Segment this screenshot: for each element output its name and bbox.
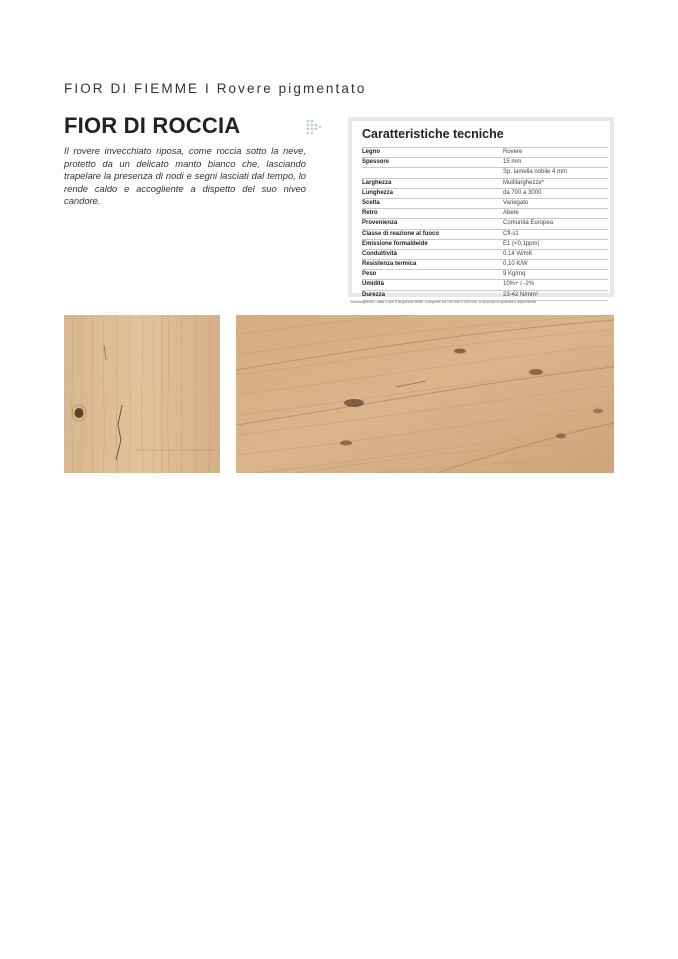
- specs-title: Caratteristiche tecniche: [362, 127, 504, 141]
- spec-value: Cfl-s1: [503, 230, 519, 237]
- spec-label: Classe di reazione al fuoco: [362, 230, 440, 237]
- spec-value: Multilarghezze*: [503, 179, 545, 186]
- product-title: FIOR DI ROCCIA: [64, 113, 241, 138]
- specs-table: [362, 147, 608, 301]
- spec-label: Spessore: [362, 159, 390, 166]
- collection-heading: FIOR DI FIEMME I Rovere pigmentato: [64, 81, 367, 96]
- spec-value: Rovere: [503, 149, 523, 155]
- spec-label: Provenienza: [362, 220, 398, 227]
- spec-row: [362, 250, 608, 260]
- spec-value: Sp. lamella nobile 4 mm: [503, 169, 568, 176]
- spec-row: [362, 168, 608, 178]
- spec-value: 0,10 K/W: [503, 261, 528, 268]
- spec-value: Variegato: [503, 199, 529, 206]
- spec-row: [362, 189, 608, 199]
- spec-value: da 700 a 3000: [503, 189, 542, 196]
- spec-row: [362, 240, 608, 250]
- spec-row: [362, 179, 608, 189]
- spec-row: [362, 219, 608, 229]
- spec-value: 23-42 N/mm²: [503, 291, 539, 298]
- spec-label: Scelta: [362, 199, 380, 206]
- spec-label: Retro: [362, 210, 378, 217]
- specs-footnote: *Multilarghezze: dalla 3 alle 5 larghezze miste, comprese tra 100 mm e 300 mm, a seconda di quantità e disponibilità: [350, 300, 536, 304]
- spec-row: [362, 230, 608, 240]
- spec-row: [362, 260, 608, 270]
- wood-sample-closeup: [64, 315, 220, 473]
- spec-label: Lunghezza: [362, 189, 393, 196]
- spec-row: [362, 280, 608, 290]
- decorative-dots-icon: [305, 117, 327, 135]
- spec-value: 9 Kg/mq: [503, 271, 526, 278]
- spec-label: Durezza: [362, 291, 386, 298]
- product-description: Il rovere invecchiato riposa, come roccia sotto la neve, protetto da un delicato manto bianco che, lasciando trapelare la presenza di nodi e segni lasciati dal tempo, lo rende caldo e accogliente a dispetto del suo niveo candore.: [64, 145, 306, 207]
- spec-value: Abete: [503, 210, 519, 217]
- spec-value: 10%+ / -2%: [503, 281, 535, 288]
- spec-row: [362, 147, 608, 158]
- spec-row: [362, 158, 608, 168]
- spec-label: Larghezza: [362, 179, 392, 186]
- spec-label: Emissione formaldeide: [362, 240, 428, 247]
- spec-label: Legno: [362, 149, 380, 155]
- wood-floor-perspective: [236, 315, 614, 473]
- spec-row: [362, 209, 608, 219]
- spec-value: 0,14 W/mK: [503, 250, 533, 257]
- spec-row: [362, 270, 608, 280]
- spec-value: 15 mm: [503, 159, 522, 166]
- spec-label: Peso: [362, 271, 377, 278]
- spec-label: Resistenza termica: [362, 261, 417, 268]
- spec-row: [362, 199, 608, 209]
- spec-value: Comunità Europea: [503, 220, 554, 227]
- spec-label: Conduttività: [362, 250, 397, 257]
- specs-panel: [348, 117, 614, 297]
- spec-label: [362, 168, 503, 177]
- spec-value: E1 (<0,1ppm): [503, 240, 540, 247]
- spec-label: Umidità: [362, 281, 385, 288]
